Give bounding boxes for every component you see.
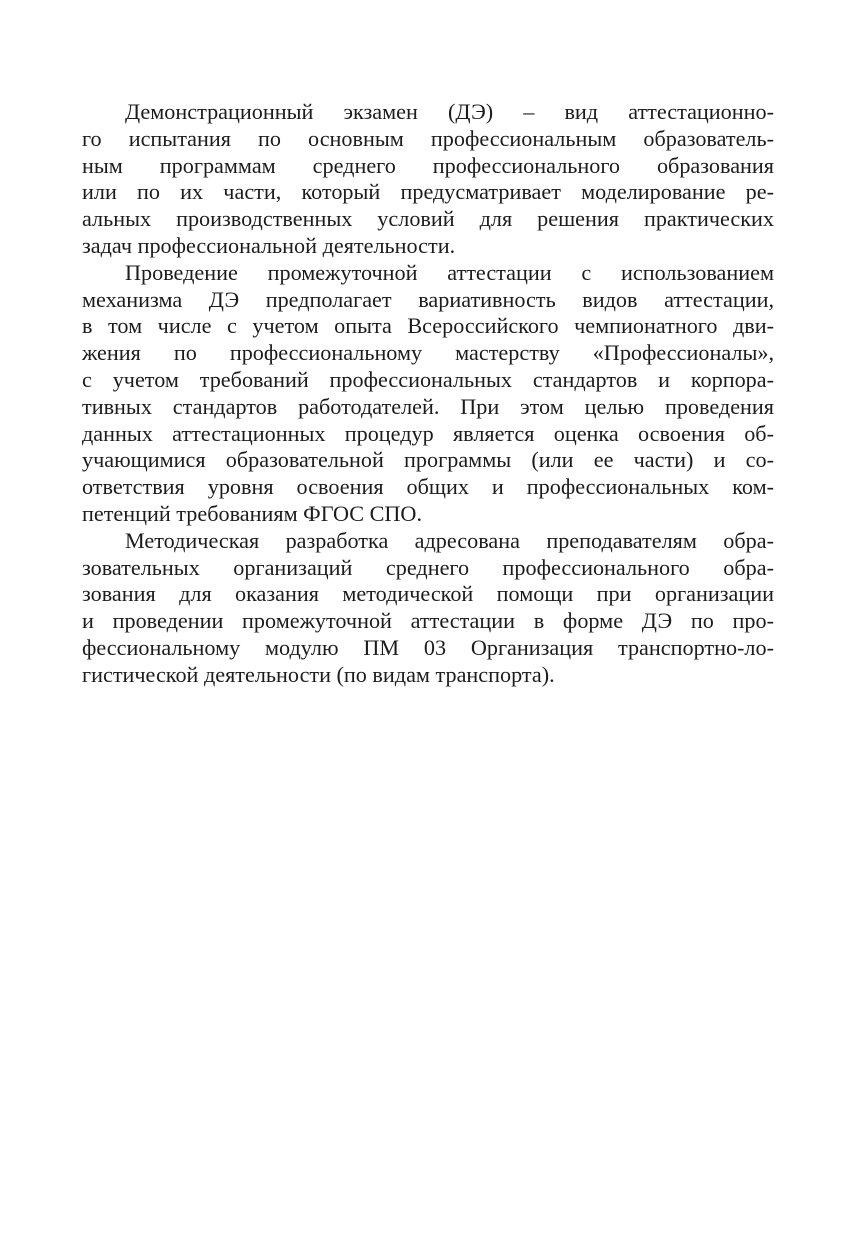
paragraph-3 — [82, 528, 774, 689]
paragraph-line: тивных стандартов работодателей. При этом целью проведения — [82, 393, 774, 419]
paragraph-line: учающимися образовательной программы (или ее части) и со- — [82, 447, 774, 473]
paragraph-line: задач профессиональной деятельности. — [82, 232, 456, 258]
paragraph-line: в том числе с учетом опыта Всероссийского чемпионатного дви- — [82, 313, 774, 339]
paragraph-1 — [82, 99, 774, 260]
paragraph-line: Демонстрационный экзамен (ДЭ) – вид аттестационно- — [125, 99, 774, 124]
paragraph-line: петенций требованиям ФГОС СПО. — [82, 500, 423, 526]
paragraph-line: зовательных организаций среднего профессионального обра- — [82, 554, 774, 580]
paragraph-line: го испытания по основным профессиональным образователь- — [82, 125, 774, 151]
paragraph-line: Методическая разработка адресована преподавателям обра- — [125, 527, 774, 553]
body-text — [82, 99, 774, 689]
paragraph-line: данных аттестационных процедур является оценка освоения об- — [82, 420, 774, 446]
paragraph-line: Проведение промежуточной аттестации с использованием — [125, 259, 774, 285]
paragraph-line: ответствия уровня освоения общих и профессиональных ком- — [82, 474, 774, 500]
paragraph-line: и проведении промежуточной аттестации в форме ДЭ по про- — [82, 608, 774, 634]
paragraph-line: гистической деятельности (по видам транспорта). — [82, 661, 555, 687]
paragraph-line: с учетом требований профессиональных стандартов и корпора- — [82, 366, 774, 392]
paragraph-2 — [82, 260, 774, 528]
paragraph-line: механизма ДЭ предполагает вариативность видов аттестации, — [82, 286, 774, 312]
paragraph-line: или по их части, который предусматривает моделирование ре- — [82, 179, 774, 205]
paragraph-line: ным программам среднего профессионального образования — [82, 152, 774, 178]
paragraph-line: жения по профессиональному мастерству «Профессионалы», — [82, 340, 774, 366]
paragraph-line: альных производственных условий для решения практических — [82, 206, 774, 232]
paragraph-line: зования для оказания методической помощи при организации — [82, 581, 774, 607]
paragraph-line: фессиональному модулю ПМ 03 Организация транспортно-ло- — [82, 634, 774, 660]
